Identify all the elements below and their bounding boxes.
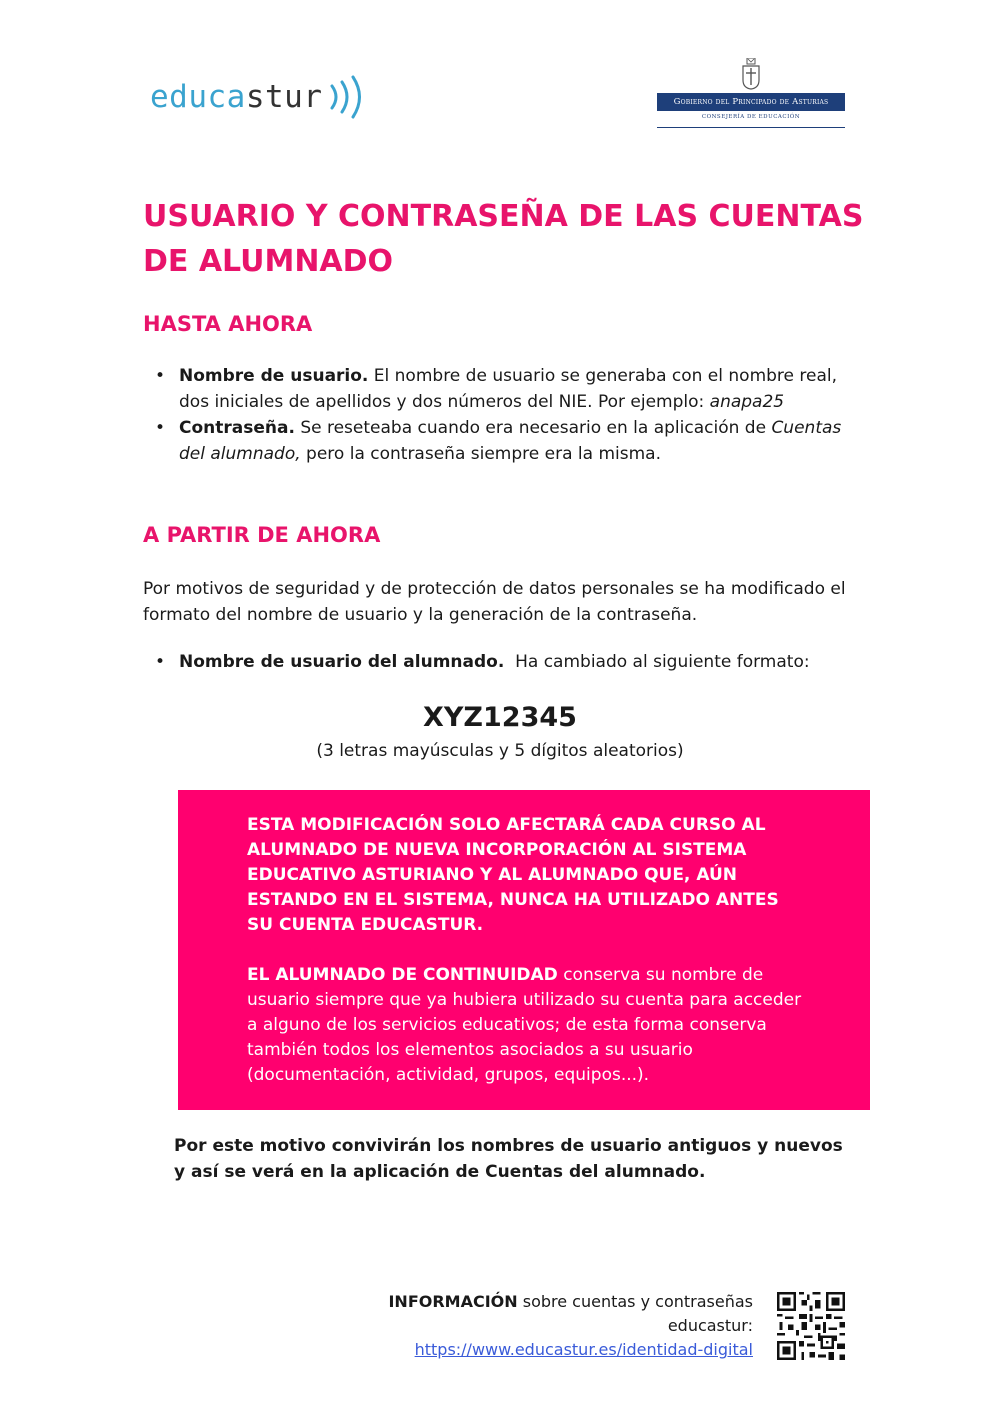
section-heading-hasta-ahora: HASTA AHORA [143,312,313,336]
bullet-bold: Contraseña. [179,418,295,438]
bullet-item-password [143,415,853,467]
qr-code-icon [777,1292,845,1360]
educastur-logo [150,72,370,122]
signal-waves-icon [326,74,370,120]
intro-paragraph: Por motivos de seguridad y de protección de datos personales se ha modificado el formato del nombre de usuario y la generación de la contraseña. [143,579,846,625]
notice-paragraph-2 [247,963,807,1088]
bullet-list-a-partir [143,649,853,675]
username-format-description: (3 letras mayúsculas y 5 dígitos aleatorios) [316,741,684,761]
notice-content [247,813,807,1088]
bullet-text: El nombre de usuario se generaba con el nombre real, dos iniciales de apellidos y dos números del NIE. Por ejemplo: [179,366,838,412]
bullet-text: Ha cambiado al siguiente formato: [504,652,810,672]
gov-rule [657,127,845,128]
footer-info-line [300,1290,753,1338]
bullet-italic: anapa25 [709,392,785,412]
section-heading-a-partir-de-ahora: A PARTIR DE AHORA [143,523,381,547]
username-format-code: XYZ12345 [423,702,577,733]
bullet-bold: Nombre de usuario del alumnado. [179,652,505,672]
page-title: USUARIO Y CONTRASEÑA DE LAS CUENTAS DE ALUMNADO [143,199,864,279]
bullet-tail: pero la contraseña siempre era la misma. [300,444,661,464]
logo-wordmark [150,79,322,115]
bullet-item-new-username [143,649,853,675]
footer-info [300,1290,753,1362]
gov-band: Gobierno del Principado de Asturias [657,93,845,111]
footer-info-text: sobre cuentas y contraseñas educastur: [517,1292,753,1335]
footer-info-bold: INFORMACIÓN [388,1292,518,1311]
coat-of-arms-icon [740,58,762,90]
bullet-text: Se reseteaba cuando era necesario en la aplicación de [294,418,772,438]
identidad-digital-link[interactable]: https://www.educastur.es/identidad-digital [414,1340,753,1359]
coexistence-note: Por este motivo convivirán los nombres de usuario antiguos y nuevos y así se verá en la aplicación de Cuentas del alumnado. [174,1136,843,1182]
bullet-bold: Nombre de usuario. [179,366,369,386]
gov-subtitle: CONSEJERÍA DE EDUCACIÓN [701,114,801,120]
logo-part-1: educa [150,79,246,115]
logo-part-2: stur [245,79,323,115]
bullet-item-username [143,363,853,415]
bullet-list-hasta-ahora [143,363,853,467]
notice-bold: EL ALUMNADO DE CONTINUIDAD [247,965,558,985]
bullet-italic: Cuentas del alumnado, [179,418,842,464]
notice-text: conserva su nombre de usuario siempre que ya hubiera utilizado su cuenta para acceder a alguno de los servicios educativos; de esta forma conserva también todos los elementos asociados a su usuario (documentación, actividad, grupos, equipos...). [247,965,802,1085]
notice-box [178,790,870,1110]
notice-paragraph-1: ESTA MODIFICACIÓN SOLO AFECTARÁ CADA CURSO AL ALUMNADO DE NUEVA INCORPORACIÓN AL SISTEMA EDUCATIVO ASTURIANO Y AL ALUMNADO QUE, AÚN ESTANDO EN EL SISTEMA, NUNCA HA UTILIZADO ANTES SU CUENTA EDUCASTUR. [247,815,779,935]
